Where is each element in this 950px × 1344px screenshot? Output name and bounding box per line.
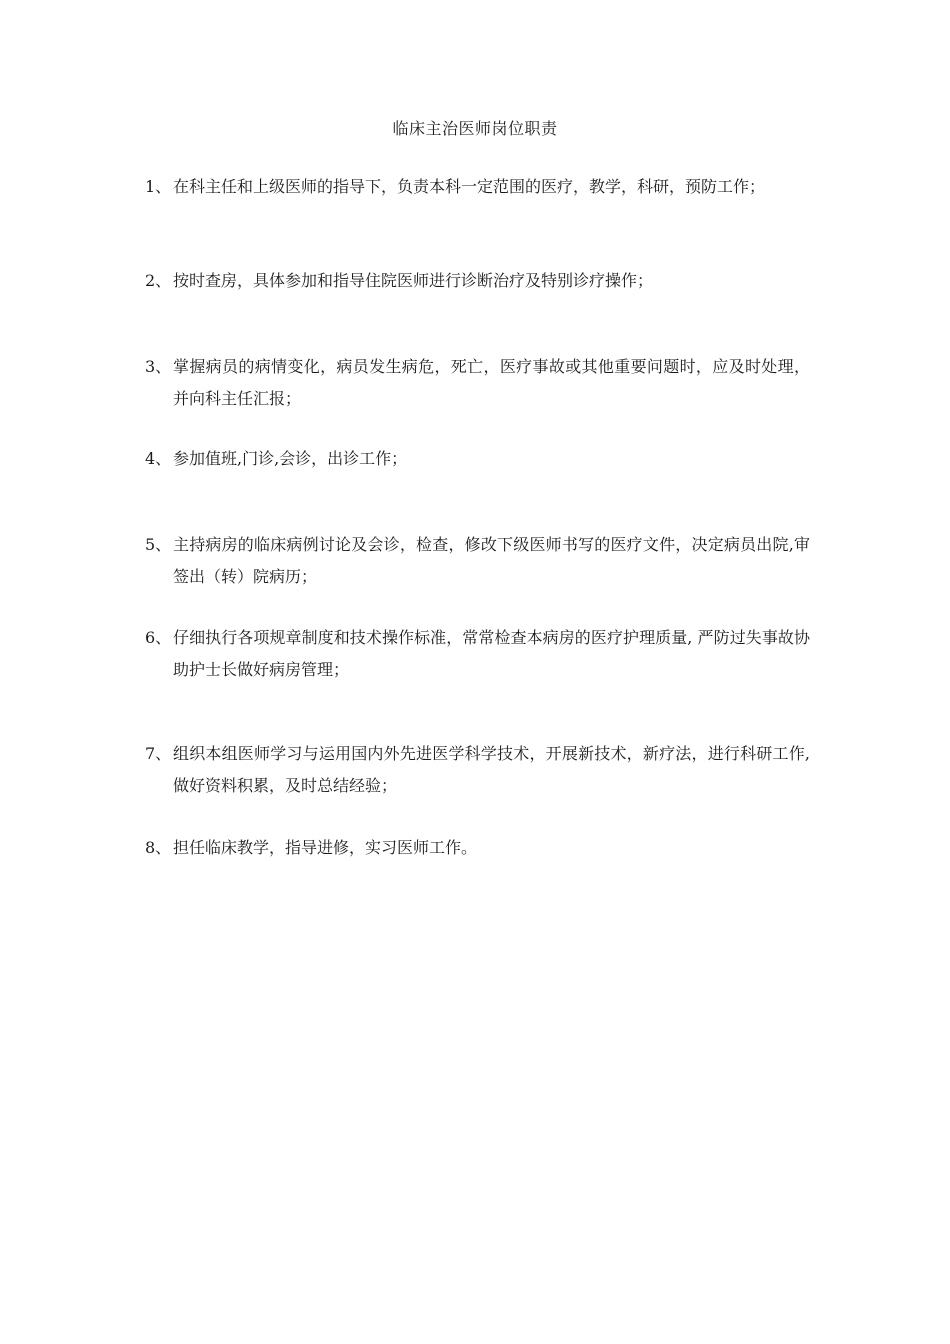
item-text: 掌握病员的病情变化，病员发生病危，死亡，医疗事故或其他重要问题时，应及时处理，并向科主任汇报；	[173, 357, 810, 408]
item-number: 6、	[145, 628, 172, 647]
list-item	[145, 443, 810, 475]
list-item	[145, 832, 810, 864]
item-text: 参加值班,门诊,会诊，出诊工作；	[173, 449, 408, 468]
item-text: 在科主任和上级医师的指导下，负责本科一定范围的医疗，教学，科研，预防工作；	[173, 177, 766, 196]
item-text: 担任临床教学，指导进修，实习医师工作。	[173, 838, 478, 857]
item-number: 5、	[145, 535, 172, 554]
list-item	[145, 622, 810, 686]
item-text: 按时查房，具体参加和指导住院医师进行诊断治疗及特别诊疗操作；	[173, 271, 654, 290]
list-item	[145, 171, 810, 203]
list-item	[145, 738, 810, 802]
list-item	[145, 265, 810, 297]
item-number: 4、	[145, 449, 172, 468]
item-number: 1、	[145, 177, 172, 196]
page-title: 临床主治医师岗位职责	[392, 119, 558, 138]
list-item	[145, 529, 810, 593]
item-text: 主持病房的临床病例讨论及会诊，检查，修改下级医师书写的医疗文件，决定病员出院,审签出（转）院病历；	[173, 535, 810, 586]
item-number: 7、	[145, 744, 172, 763]
item-text: 组织本组医师学习与运用国内外先进医学科学技术，开展新技术，新疗法，进行科研工作,做好资料积累，及时总结经验；	[173, 744, 810, 795]
item-number: 3、	[145, 357, 172, 376]
list-item	[145, 351, 810, 415]
item-number: 2、	[145, 271, 172, 290]
item-number: 8、	[145, 838, 172, 857]
item-text: 仔细执行各项规章制度和技术操作标准，常常检查本病房的医疗护理质量, 严防过失事故协助护士长做好病房管理；	[173, 628, 810, 679]
